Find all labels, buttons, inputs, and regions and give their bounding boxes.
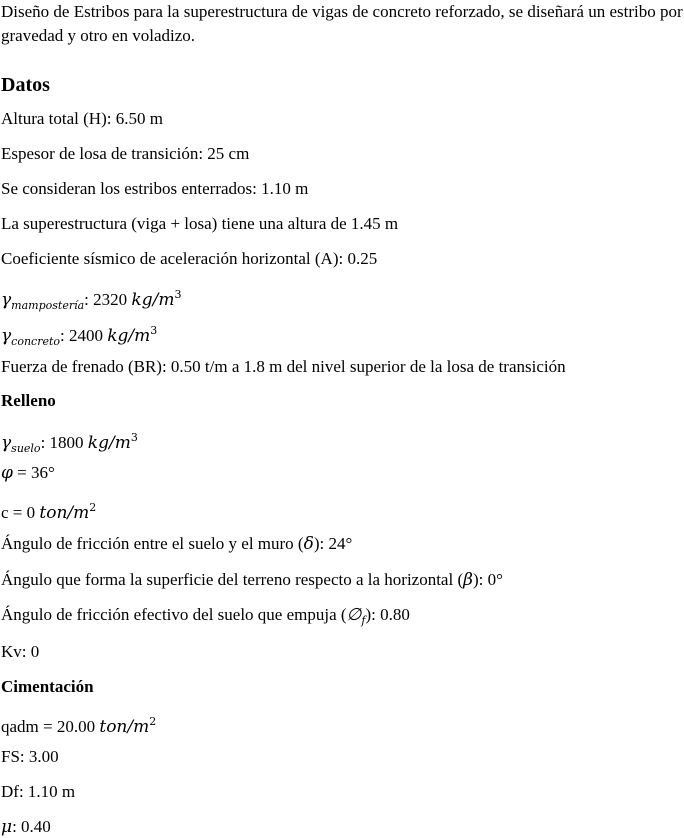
phi-f-symbol: ∅ <box>346 605 362 625</box>
gamma-subscript: suelo <box>11 442 41 455</box>
phi-angle <box>1 462 55 484</box>
phi-f-prefix: Ángulo de fricción efectivo del suelo que empuja ( <box>1 605 347 624</box>
phi-f-suffix: ): 0.80 <box>365 605 410 624</box>
phi-f-subscript: f <box>361 614 366 627</box>
cohesion <box>1 497 96 524</box>
qadm-unit: ton/m <box>99 717 150 737</box>
gamma-subscript: mampostería <box>11 299 85 312</box>
espesor-losa: Espesor de losa de transición: 25 cm <box>1 144 250 163</box>
intro-paragraph: Diseño de Estribos para la superestructura de vigas de concreto reforzado, se diseñará un estribo por gravedad y otro en voladizo. <box>1 2 683 45</box>
delta-angle <box>1 533 352 555</box>
gamma-unit: kg/m <box>107 326 151 346</box>
phi-symbol: φ <box>1 463 13 483</box>
delta-suffix: ): 24° <box>313 534 353 553</box>
estribos-enterrados: Se consideran los estribos enterrados: 1.10 m <box>1 179 309 198</box>
kv: Kv: 0 <box>1 642 40 661</box>
cohesion-prefix: c = 0 <box>1 503 40 522</box>
delta-prefix: Ángulo de fricción entre el suelo y el muro ( <box>1 534 304 553</box>
gamma-concreto <box>1 320 157 353</box>
gamma-symbol: γ <box>1 290 12 310</box>
datos-heading: Datos <box>1 74 50 96</box>
phi-value: = 36° <box>12 463 55 482</box>
delta-symbol: δ <box>303 534 314 554</box>
gamma-subscript: concreto <box>11 335 61 348</box>
gamma-symbol: γ <box>1 326 12 346</box>
gamma-symbol: γ <box>1 433 12 453</box>
mu-value: : 0.40 <box>12 817 51 836</box>
mu <box>1 816 51 838</box>
superestructura-altura: La superestructura (viga + losa) tiene una altura de 1.45 m <box>1 214 399 233</box>
beta-angle <box>1 569 503 591</box>
fs: FS: 3.00 <box>1 747 59 766</box>
gamma-suelo <box>1 427 138 460</box>
gamma-unit: kg/m <box>131 290 175 310</box>
df: Df: 1.10 m <box>1 782 76 801</box>
gamma-value: : 2400 <box>60 326 108 345</box>
fuerza-frenado: Fuerza de frenado (BR): 0.50 t/m a 1.8 m del nivel superior de la losa de transición <box>1 357 566 376</box>
cohesion-exponent: 2 <box>89 501 97 514</box>
gamma-value: : 2320 <box>84 290 132 309</box>
gamma-mamposteria <box>1 284 181 317</box>
altura-total: Altura total (H): 6.50 m <box>1 109 163 128</box>
gamma-exponent: 3 <box>130 431 138 444</box>
qadm-prefix: qadm = 20.00 <box>1 717 100 736</box>
gamma-unit: kg/m <box>87 433 131 453</box>
beta-symbol: β <box>463 570 473 590</box>
gamma-value: : 1800 <box>40 433 88 452</box>
beta-prefix: Ángulo que forma la superficie del terreno respecto a la horizontal ( <box>1 570 464 589</box>
cohesion-unit: ton/m <box>39 503 90 523</box>
gamma-exponent: 3 <box>174 288 182 301</box>
gamma-exponent: 3 <box>150 324 158 337</box>
qadm-exponent: 2 <box>149 715 157 728</box>
relleno-heading: Relleno <box>1 391 56 410</box>
phi-f-factor <box>1 604 410 632</box>
coeficiente-sismico: Coeficiente sísmico de aceleración horizontal (A): 0.25 <box>1 249 378 268</box>
beta-suffix: ): 0° <box>472 570 503 589</box>
document-page <box>1 0 683 837</box>
mu-symbol: μ <box>1 817 13 837</box>
cimentacion-heading: Cimentación <box>1 677 94 696</box>
qadm <box>1 711 156 738</box>
